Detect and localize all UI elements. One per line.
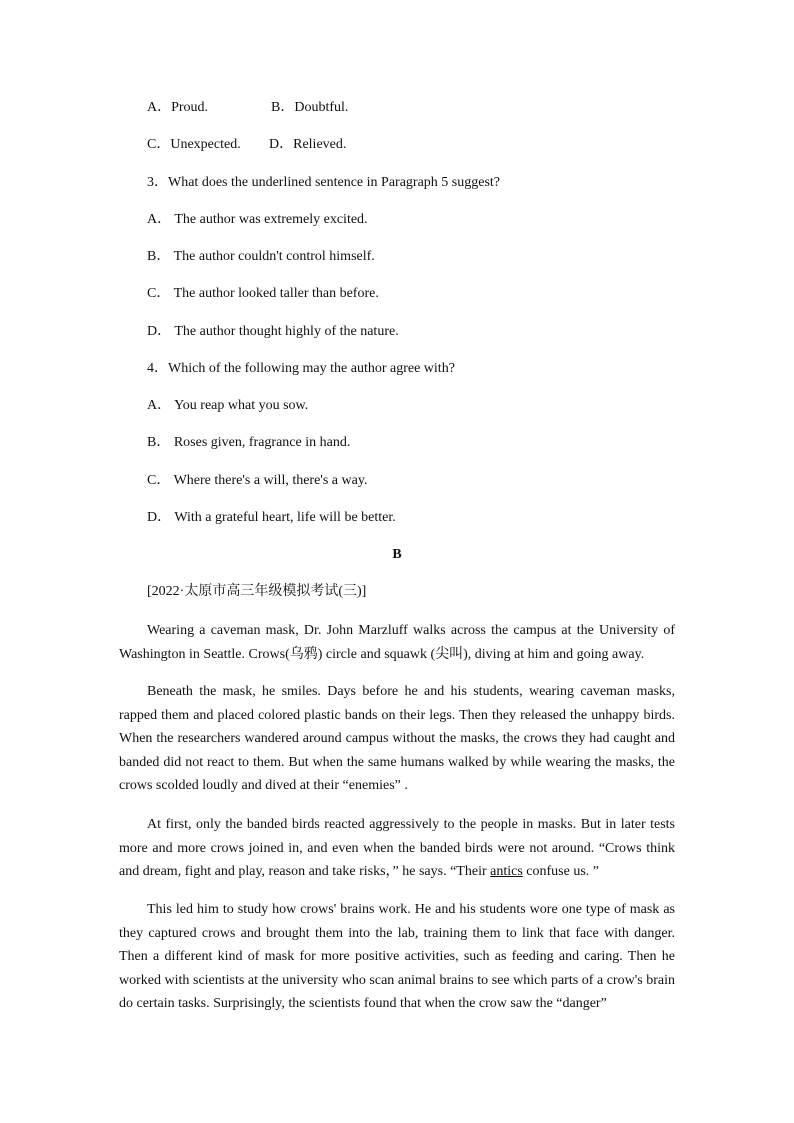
paragraph-2: Beneath the mask, he smiles. Days before he and his students, wearing caveman masks, rapped them and placed colored plastic bands on their legs. Then they released the unhappy birds. When the researchers wandered around campus without the masks, the crows they had caught and banded did not react to them. But when the same humans walked by while wearing the masks, the crows scolded loudly and dived at their “enemies” .	[119, 684, 675, 794]
q4-option-c: C． Where there's a will, there's a way.	[147, 473, 368, 488]
q4-option-d: D． With a grateful heart, life will be better.	[147, 510, 396, 525]
section-heading: B	[392, 547, 402, 562]
q2-option-d: D．Relieved.	[269, 137, 347, 152]
q4-option-a: A． You reap what you sow.	[147, 398, 309, 413]
paragraph-3-text-end: confuse us. ”	[522, 864, 599, 880]
q2-option-a: A．Proud.	[147, 100, 209, 115]
q4-question: 4．Which of the following may the author agree with?	[147, 361, 455, 376]
q3-option-a: A． The author was extremely excited.	[147, 212, 368, 227]
paragraph-4: This led him to study how crows' brains work. He and his students wore one type of mask as they captured crows and brought them into the lab, training them to link that face with danger. Then a different kind of mask for more positive activities, such as feeding and caring. Then he worked with scientists at the university who scan animal brains to see which parts of a crow's brain do certain tasks. Surprisingly, the scientists found that when the crow saw the “danger”	[119, 902, 675, 1012]
paragraph-3-text-start: At first, only the banded birds reacted aggressively to the people in masks. But in later tests more and more crows joined in, and even when the banded birds were not around. “Crows think and dream, fight and play, reason and take risks，” he says. “Their	[119, 817, 675, 880]
underlined-word-antics: antics	[490, 864, 523, 880]
q3-option-d: D． The author thought highly of the nature.	[147, 324, 399, 339]
q3-option-b: B． The author couldn't control himself.	[147, 249, 375, 264]
q3-option-c: C． The author looked taller than before.	[147, 286, 379, 301]
q4-option-b: B． Roses given, fragrance in hand.	[147, 435, 351, 450]
q2-option-c: C．Unexpected.	[147, 137, 241, 152]
q3-question: 3．What does the underlined sentence in Paragraph 5 suggest?	[147, 175, 501, 190]
q2-option-b: B．Doubtful.	[271, 100, 349, 115]
paragraph-3	[119, 813, 675, 884]
source-note: [2022·太原市高三年级模拟考试(三)]	[147, 584, 367, 599]
paragraph-1: Wearing a caveman mask, Dr. John Marzluff walks across the campus at the University of Washington in Seattle. Crows(乌鸦) circle and squawk (尖叫), diving at him and going away.	[119, 623, 675, 662]
